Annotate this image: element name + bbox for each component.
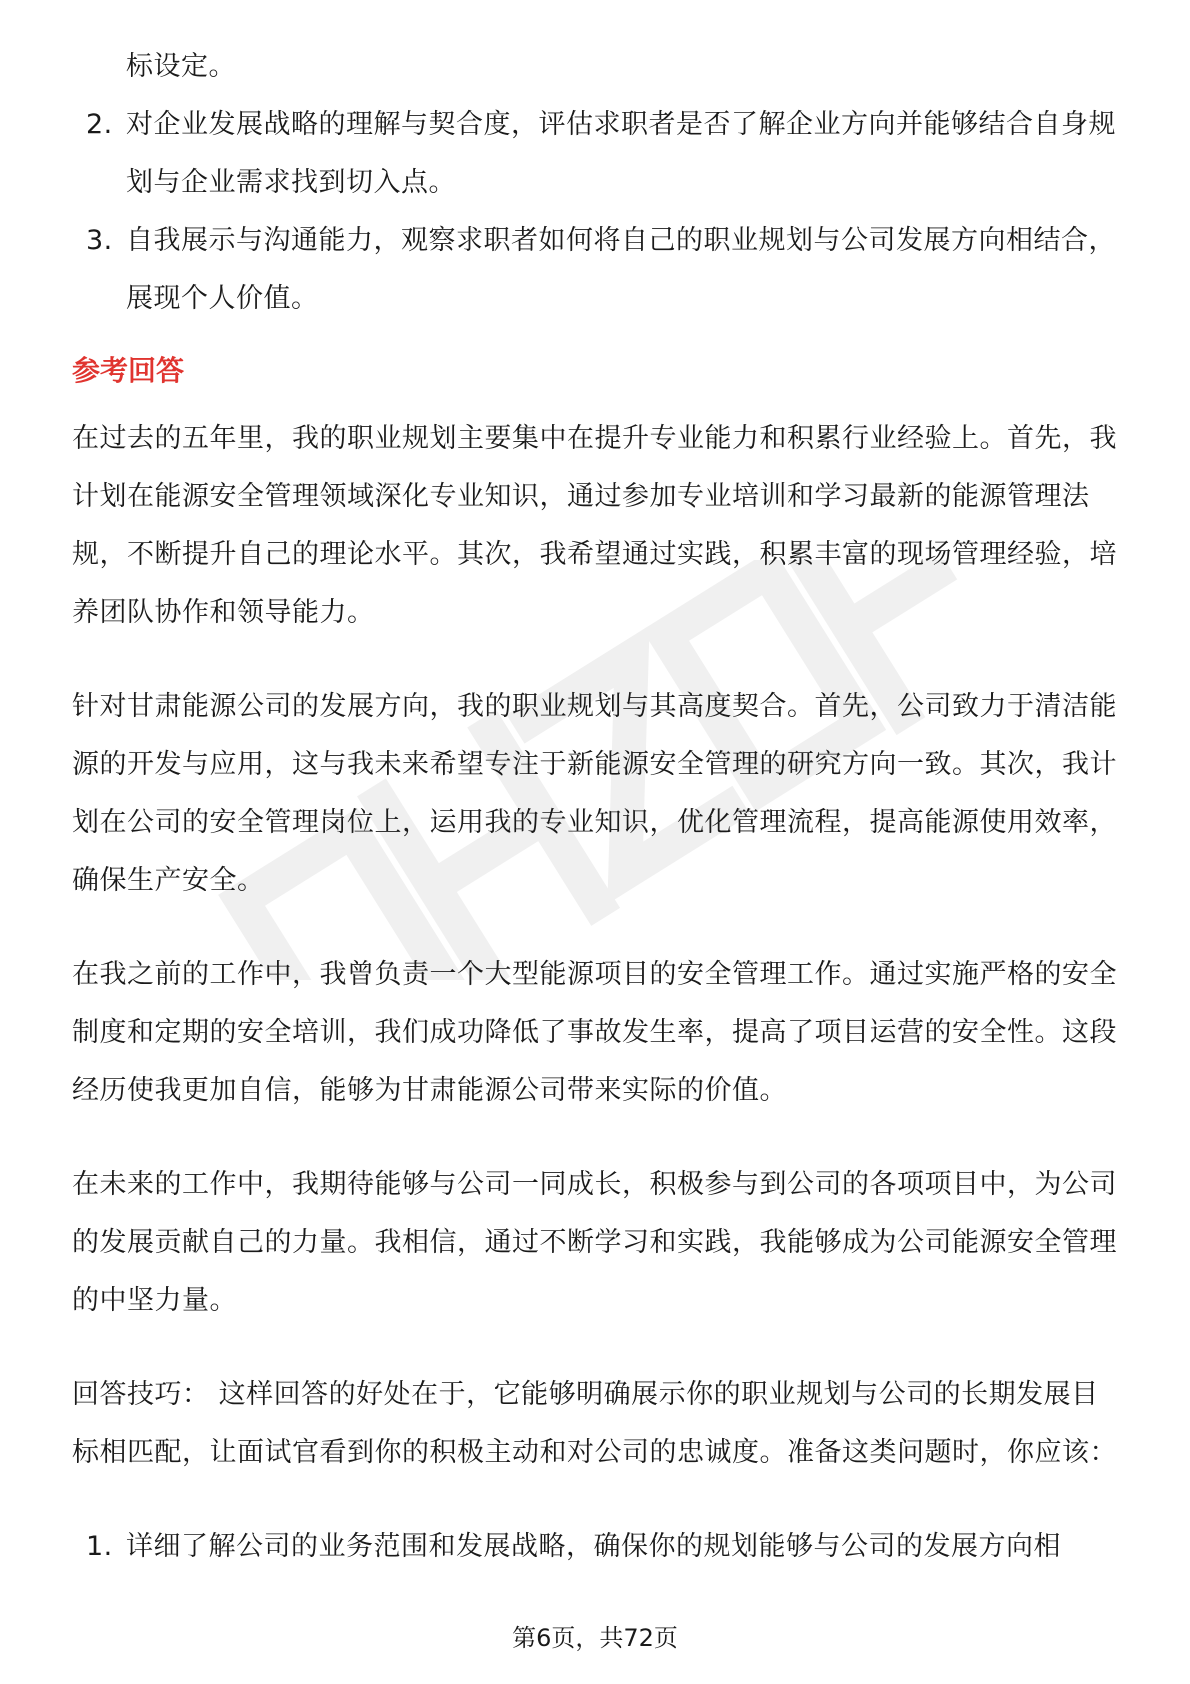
- section-heading: 参考回答: [72, 354, 185, 387]
- list-item: [72, 212, 1122, 328]
- list-item: [72, 1518, 1122, 1576]
- page-footer: 第6页，共72页: [512, 1624, 678, 1652]
- paragraph: 在过去的五年里，我的职业规划主要集中在提升专业能力和积累行业经验上。首先，我计划在能源安全管理领域深化专业知识，通过参加专业培训和学习最新的能源管理法规，不断提升自己的理论水平。其次，我希望通过实践，积累丰富的现场管理经验，培养团队协作和领导能力。: [72, 423, 1117, 628]
- list-continuation: 标设定。: [126, 51, 236, 82]
- list-item: [72, 96, 1122, 212]
- list-item-text: 自我展示与沟通能力，观察求职者如何将自己的职业规划与公司发展方向相结合，展现个人价值。: [126, 225, 1116, 314]
- list-item-number: 2.: [86, 109, 113, 140]
- document-content: [72, 38, 1122, 1576]
- list-item-text: 详细了解公司的业务范围和发展战略，确保你的规划能够与公司的发展方向相: [126, 1531, 1061, 1562]
- paragraph: 在我之前的工作中，我曾负责一个大型能源项目的安全管理工作。通过实施严格的安全制度和定期的安全培训，我们成功降低了事故发生率，提高了项目运营的安全性。这段经历使我更加自信，能够为甘肃能源公司带来实际的价值。: [72, 959, 1117, 1106]
- paragraph: 在未来的工作中，我期待能够与公司一同成长，积极参与到公司的各项项目中，为公司的发展贡献自己的力量。我相信，通过不断学习和实践，我能够成为公司能源安全管理的中坚力量。: [72, 1169, 1117, 1316]
- paragraph: 针对甘肃能源公司的发展方向，我的职业规划与其高度契合。首先，公司致力于清洁能源的开发与应用，这与我未来希望专注于新能源安全管理的研究方向一致。其次，我计划在公司的安全管理岗位上，运用我的专业知识，优化管理流程，提高能源使用效率，确保生产安全。: [72, 691, 1117, 896]
- list-item-text: 对企业发展战略的理解与契合度，评估求职者是否了解企业方向并能够结合自身规划与企业需求找到切入点。: [126, 109, 1116, 198]
- answer-tips-paragraph: 回答技巧： 这样回答的好处在于，它能够明确展示你的职业规划与公司的长期发展目标相匹配，让面试官看到你的积极主动和对公司的忠诚度。准备这类问题时，你应该：: [72, 1379, 1117, 1468]
- list-item-number: 3.: [86, 225, 113, 256]
- list-item-number: 1.: [86, 1531, 113, 1562]
